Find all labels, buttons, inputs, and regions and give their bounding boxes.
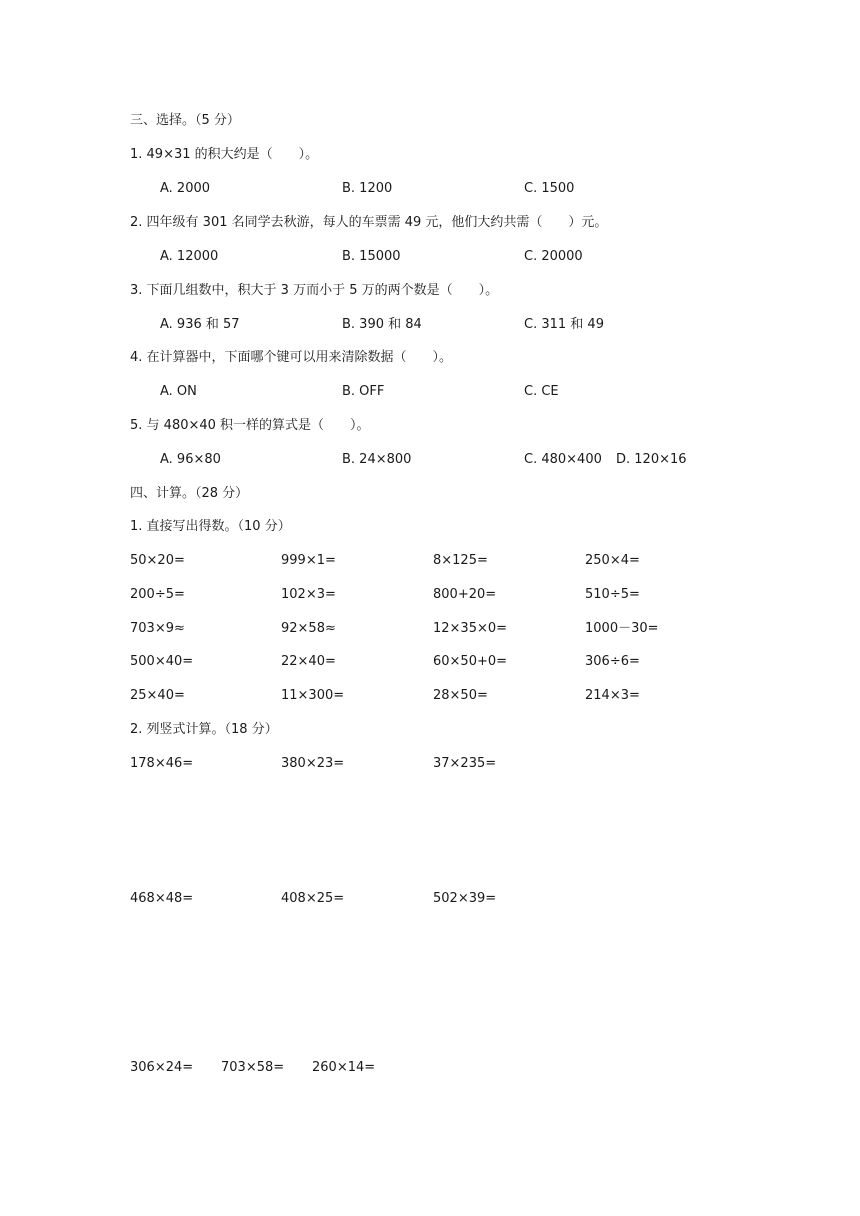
oral-item: 102×3= (281, 587, 336, 602)
oral-item: 8×125= (433, 553, 488, 568)
question-1-option-b: B. 1200 (342, 181, 393, 196)
vertical-calc-item: 703×58= (221, 1060, 285, 1075)
oral-item: 703×9≈ (130, 621, 185, 636)
question-2-option-b: B. 15000 (342, 249, 401, 264)
question-4-option-a: A. ON (160, 384, 197, 399)
part-2-title: 2. 列竖式计算。（18 分） (130, 722, 278, 737)
question-1-stem: 1. 49×31 的积大约是（ ）。 (130, 147, 319, 162)
oral-item: 11×300= (281, 688, 345, 703)
question-5-option-c: C. 480×400 (524, 452, 602, 467)
vertical-calc-item: 468×48= (130, 891, 194, 906)
vertical-calc-item: 306×24= (130, 1060, 194, 1075)
question-1-option-c: C. 1500 (524, 181, 575, 196)
oral-item: 214×3= (585, 688, 640, 703)
question-3-stem: 3. 下面几组数中，积大于 3 万而小于 5 万的两个数是（ ）。 (130, 283, 499, 298)
oral-item: 306÷6= (585, 654, 640, 669)
oral-item: 1000－30= (585, 621, 659, 636)
section-4-title: 四、计算。（28 分） (130, 486, 249, 501)
oral-item: 28×50= (433, 688, 488, 703)
question-2-stem: 2. 四年级有 301 名同学去秋游，每人的车票需 49 元，他们大约共需（ ）元。 (130, 215, 608, 230)
oral-item: 25×40= (130, 688, 185, 703)
part-1-title: 1. 直接写出得数。（10 分） (130, 519, 291, 534)
oral-item: 500×40= (130, 654, 194, 669)
question-3-option-b: B. 390 和 84 (342, 317, 422, 332)
question-1-option-a: A. 2000 (160, 181, 211, 196)
question-5-option-b: B. 24×800 (342, 452, 412, 467)
oral-item: 60×50+0= (433, 654, 508, 669)
question-4-stem: 4. 在计算器中，下面哪个键可以用来清除数据（ ）。 (130, 350, 453, 365)
oral-item: 22×40= (281, 654, 336, 669)
question-2-option-a: A. 12000 (160, 249, 219, 264)
question-5-stem: 5. 与 480×40 积一样的算式是（ ）。 (130, 418, 370, 433)
oral-item: 999×1= (281, 553, 336, 568)
oral-item: 250×4= (585, 553, 640, 568)
oral-item: 12×35×0= (433, 621, 508, 636)
oral-item: 50×20= (130, 553, 185, 568)
vertical-calc-item: 502×39= (433, 891, 497, 906)
question-5-option-a: A. 96×80 (160, 452, 221, 467)
vertical-calc-item: 408×25= (281, 891, 345, 906)
question-4-option-c: C. CE (524, 384, 559, 399)
oral-item: 92×58≈ (281, 621, 336, 636)
vertical-calc-item: 380×23= (281, 756, 345, 771)
question-2-option-c: C. 20000 (524, 249, 583, 264)
vertical-calc-item: 178×46= (130, 756, 194, 771)
question-4-option-b: B. OFF (342, 384, 385, 399)
question-5-option-d: D. 120×16 (616, 452, 687, 467)
section-3-title: 三、选择。（5 分） (130, 113, 240, 128)
vertical-calc-item: 260×14= (312, 1060, 376, 1075)
question-3-option-a: A. 936 和 57 (160, 317, 240, 332)
vertical-calc-item: 37×235= (433, 756, 497, 771)
oral-item: 510÷5= (585, 587, 640, 602)
oral-item: 800+20= (433, 587, 497, 602)
oral-item: 200÷5= (130, 587, 185, 602)
question-3-option-c: C. 311 和 49 (524, 317, 604, 332)
